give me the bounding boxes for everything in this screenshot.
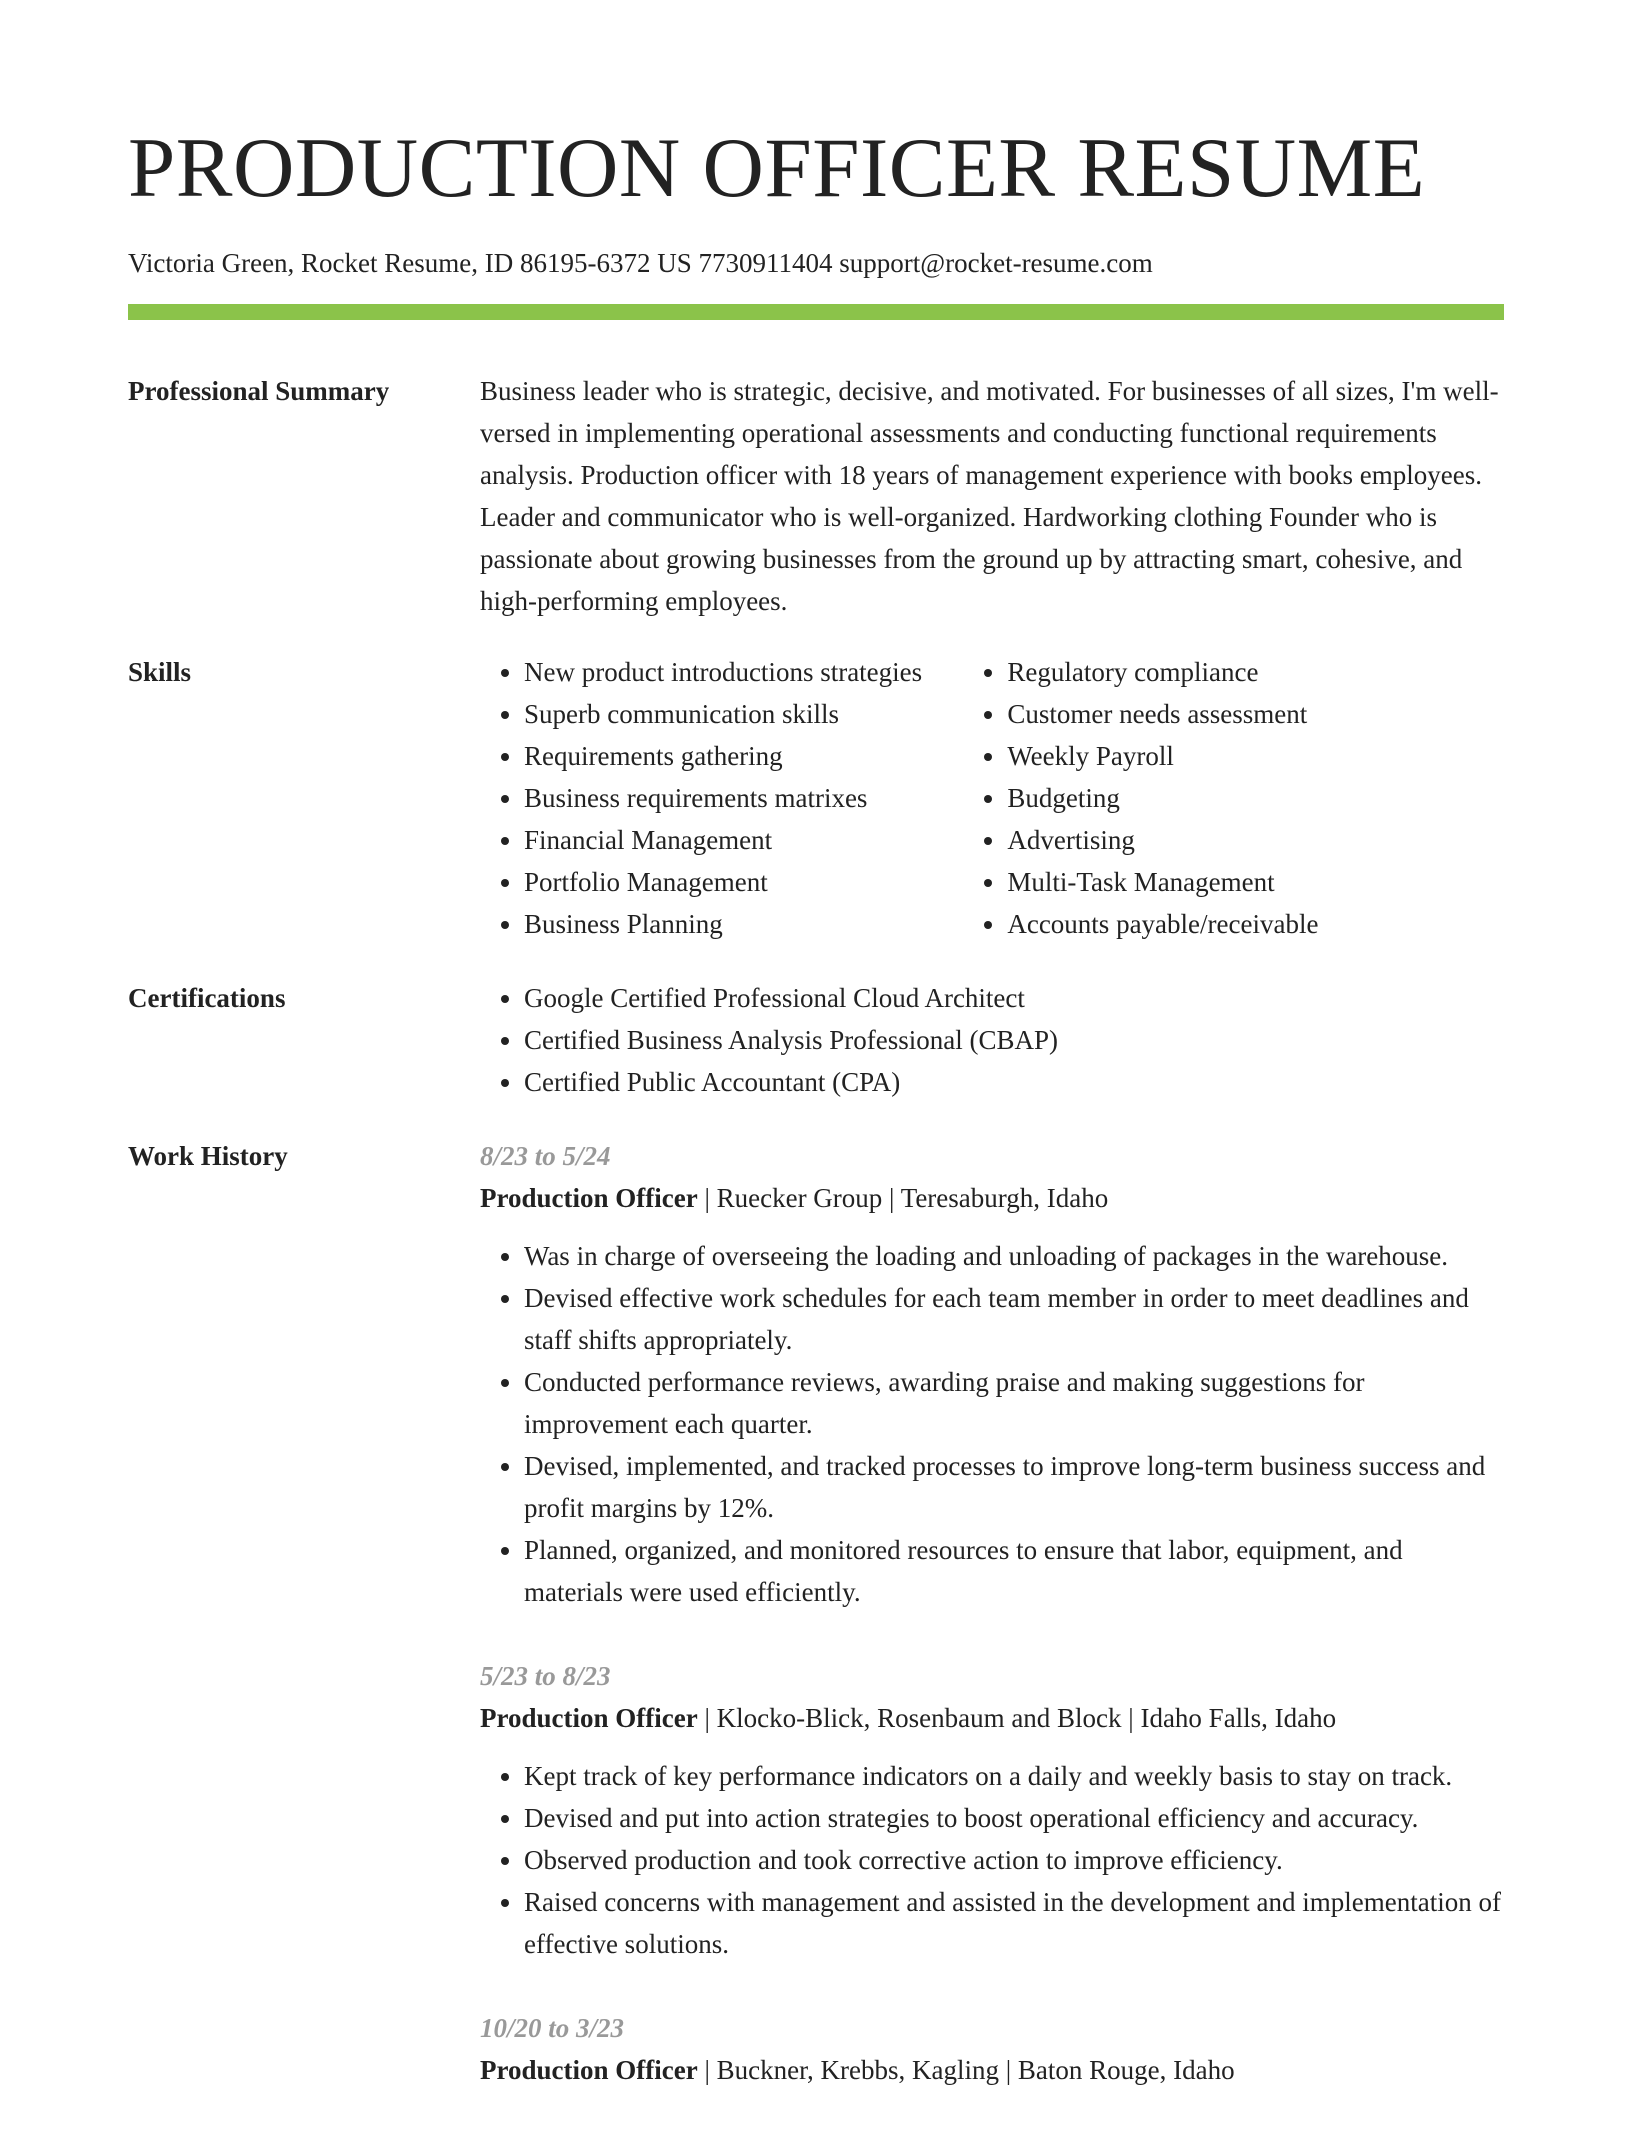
job-header	[480, 2049, 1504, 2091]
job-details: | Buckner, Krebbs, Kagling | Baton Rouge, Idaho	[697, 2055, 1235, 2085]
list-item: • Business requirements matrixes	[524, 777, 963, 819]
job-header	[480, 1697, 1504, 1739]
list-item: • Certified Public Accountant (CPA)	[524, 1061, 1504, 1103]
list-item: • Business Planning	[524, 903, 963, 945]
list-item: • Regulatory compliance	[1007, 651, 1504, 693]
section-label-certifications: Certifications	[128, 983, 286, 1013]
resume-page	[128, 0, 1504, 2133]
job-entry	[480, 1655, 1504, 1965]
certifications-list	[480, 977, 1504, 1103]
job-date: 10/20 to 3/23	[480, 2013, 625, 2043]
section-label-skills: Skills	[128, 657, 192, 687]
section-label-work-history: Work History	[128, 1141, 288, 1171]
list-item: • Raised concerns with management and assisted in the development and implementation of effective solutions.	[524, 1881, 1504, 1965]
summary-text: Business leader who is strategic, decisive, and motivated. For businesses of all sizes, I'm well-versed in implementing operational assessments and conducting functional requirements analysis. Production officer with 18 years of management experience with books employees. Leader and communicator who is well-organized. Hardworking clothing Founder who is passionate about growing businesses from the ground up by attracting smart, cohesive, and high-performing employees.	[480, 376, 1499, 616]
list-item: • Weekly Payroll	[1007, 735, 1504, 777]
job-title: Production Officer	[480, 2055, 698, 2085]
list-item: • Multi-Task Management	[1007, 861, 1504, 903]
job-details: | Ruecker Group | Teresaburgh, Idaho	[697, 1183, 1109, 1213]
certifications-section	[128, 977, 1504, 1103]
list-item: • Devised effective work schedules for each team member in order to meet deadlines and staff shifts appropriately.	[524, 1277, 1504, 1361]
page-title: PRODUCTION OFFICER RESUME	[128, 121, 1426, 215]
list-item: • Budgeting	[1007, 777, 1504, 819]
work-history-section	[128, 1135, 1504, 2133]
list-item: • Planned, organized, and monitored resources to ensure that labor, equipment, and materials were used efficiently.	[524, 1529, 1504, 1613]
list-item: • Devised and put into action strategies to boost operational efficiency and accuracy.	[524, 1797, 1504, 1839]
list-item: • Financial Management	[524, 819, 963, 861]
list-item: • Portfolio Management	[524, 861, 963, 903]
contact-line: Victoria Green, Rocket Resume, ID 86195-6372 US 7730911404 support@rocket-resume.com	[128, 248, 1153, 278]
section-label-summary: Professional Summary	[128, 376, 390, 406]
list-item: • New product introductions strategies	[524, 651, 963, 693]
job-bullets	[480, 1235, 1504, 1613]
job-title: Production Officer	[480, 1183, 698, 1213]
skills-list-right	[963, 651, 1504, 945]
job-title: Production Officer	[480, 1703, 698, 1733]
skills-section	[128, 651, 1504, 945]
job-entry	[480, 1135, 1504, 1613]
job-date: 5/23 to 8/23	[480, 1661, 611, 1691]
job-header	[480, 1177, 1504, 1219]
list-item: • Requirements gathering	[524, 735, 963, 777]
list-item: • Kept track of key performance indicators on a daily and weekly basis to stay on track.	[524, 1755, 1504, 1797]
list-item: • Was in charge of overseeing the loading and unloading of packages in the warehouse.	[524, 1235, 1504, 1277]
list-item: • Accounts payable/receivable	[1007, 903, 1504, 945]
list-item: • Certified Business Analysis Professional (CBAP)	[524, 1019, 1504, 1061]
list-item: • Superb communication skills	[524, 693, 963, 735]
list-item: • Observed production and took corrective action to improve efficiency.	[524, 1839, 1504, 1881]
skills-list-left	[480, 651, 963, 945]
job-date: 8/23 to 5/24	[480, 1141, 611, 1171]
summary-section	[128, 370, 1504, 622]
list-item: • Customer needs assessment	[1007, 693, 1504, 735]
header-divider	[128, 304, 1504, 320]
job-bullets	[480, 1755, 1504, 1965]
list-item: • Advertising	[1007, 819, 1504, 861]
job-entry	[480, 2007, 1504, 2091]
list-item: • Conducted performance reviews, awarding praise and making suggestions for improvement each quarter.	[524, 1361, 1504, 1445]
job-details: | Klocko-Blick, Rosenbaum and Block | Idaho Falls, Idaho	[697, 1703, 1337, 1733]
list-item: • Devised, implemented, and tracked processes to improve long-term business success and profit margins by 12%.	[524, 1445, 1504, 1529]
list-item: • Google Certified Professional Cloud Architect	[524, 977, 1504, 1019]
